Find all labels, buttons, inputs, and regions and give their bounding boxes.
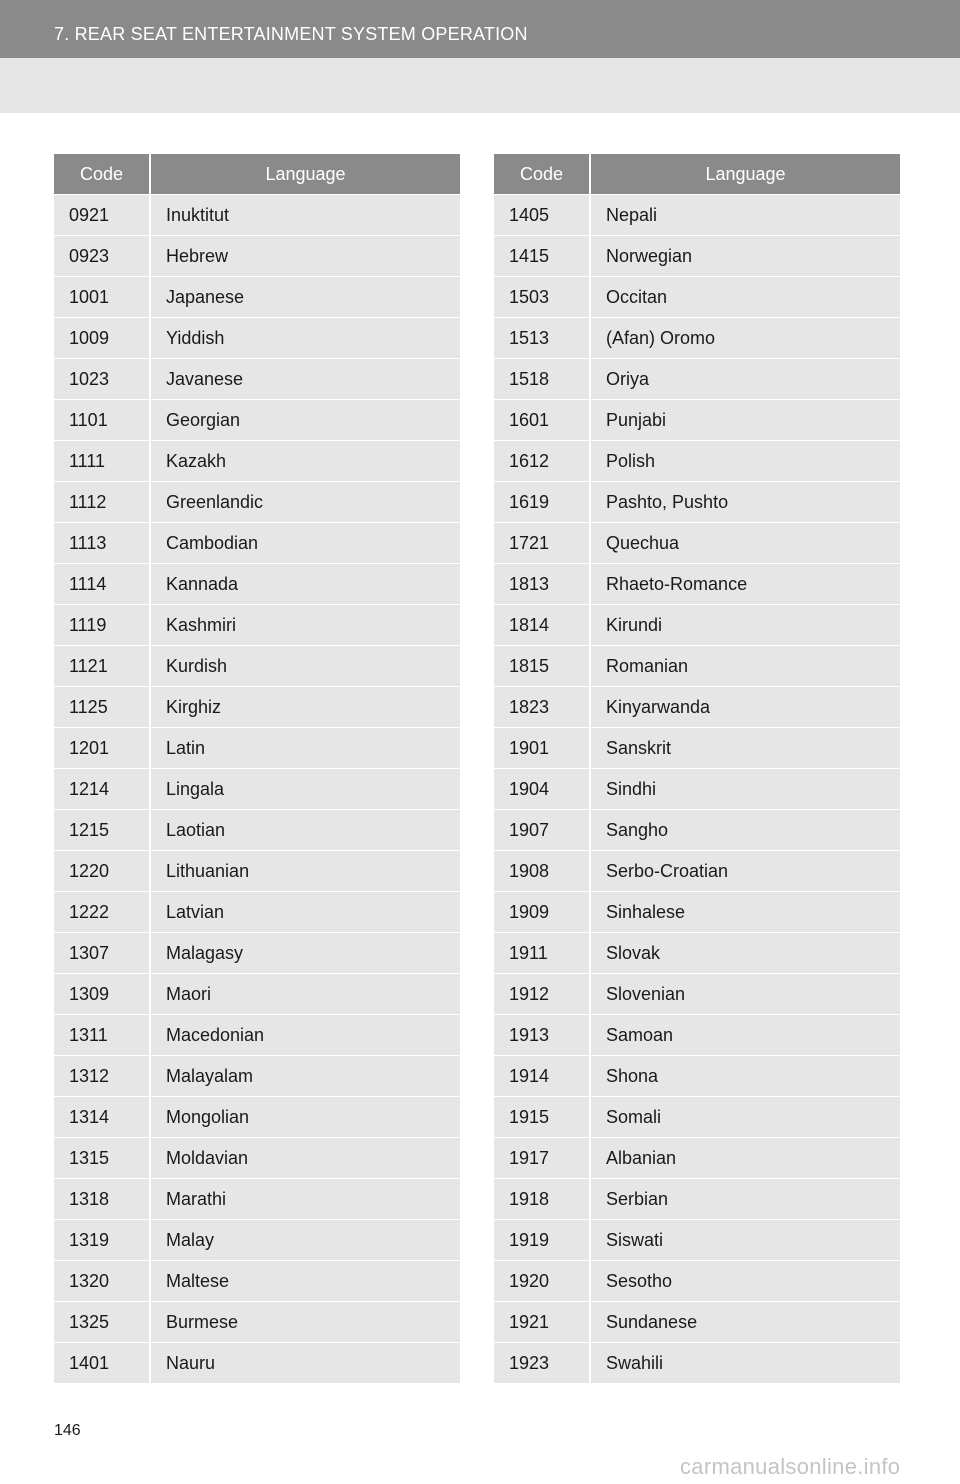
table-row	[54, 195, 460, 236]
table-row	[494, 318, 900, 359]
table-row	[54, 1261, 460, 1302]
language-name-cell: Javanese	[150, 359, 460, 400]
language-name-cell: Kannada	[150, 564, 460, 605]
language-code-cell: 1913	[494, 1015, 590, 1056]
table-row	[494, 441, 900, 482]
language-code-cell: 1312	[54, 1056, 150, 1097]
language-column-header: Language	[590, 154, 900, 195]
table-row	[54, 1302, 460, 1343]
language-code-cell: 1921	[494, 1302, 590, 1343]
language-name-cell: Sundanese	[590, 1302, 900, 1343]
language-name-cell: Laotian	[150, 810, 460, 851]
language-code-cell: 1814	[494, 605, 590, 646]
language-code-cell: 1503	[494, 277, 590, 318]
table-row	[54, 687, 460, 728]
table-row	[494, 974, 900, 1015]
table-row	[54, 400, 460, 441]
language-code-cell: 1311	[54, 1015, 150, 1056]
language-name-cell: Quechua	[590, 523, 900, 564]
language-name-cell: Shona	[590, 1056, 900, 1097]
language-name-cell: Pashto, Pushto	[590, 482, 900, 523]
language-code-cell: 1904	[494, 769, 590, 810]
language-code-table-left	[54, 154, 460, 1383]
language-name-cell: Sanskrit	[590, 728, 900, 769]
language-name-cell: Albanian	[590, 1138, 900, 1179]
table-row	[54, 974, 460, 1015]
language-name-cell: Macedonian	[150, 1015, 460, 1056]
language-code-cell: 1319	[54, 1220, 150, 1261]
language-code-cell: 1112	[54, 482, 150, 523]
table-row	[494, 195, 900, 236]
table-row	[54, 810, 460, 851]
language-code-cell: 1909	[494, 892, 590, 933]
table-row	[494, 359, 900, 400]
language-code-cell: 0921	[54, 195, 150, 236]
header-sub-band	[0, 58, 960, 113]
table-row	[494, 646, 900, 687]
language-name-cell: Slovak	[590, 933, 900, 974]
language-code-cell: 1518	[494, 359, 590, 400]
language-code-cell: 1908	[494, 851, 590, 892]
language-code-cell: 1923	[494, 1343, 590, 1384]
table-row	[494, 851, 900, 892]
language-code-cell: 1917	[494, 1138, 590, 1179]
table-row	[54, 933, 460, 974]
language-name-cell: Nauru	[150, 1343, 460, 1384]
language-name-cell: Inuktitut	[150, 195, 460, 236]
table-header-row	[494, 154, 900, 195]
table-row	[494, 1302, 900, 1343]
language-name-cell: Kurdish	[150, 646, 460, 687]
table-row	[54, 1056, 460, 1097]
table-row	[54, 1138, 460, 1179]
table-row	[494, 1220, 900, 1261]
table-row	[54, 1220, 460, 1261]
table-row	[494, 810, 900, 851]
language-column-header: Language	[150, 154, 460, 195]
language-code-cell: 1721	[494, 523, 590, 564]
language-name-cell: (Afan) Oromo	[590, 318, 900, 359]
language-code-cell: 1513	[494, 318, 590, 359]
table-row	[494, 1056, 900, 1097]
language-name-cell: Serbo-Croatian	[590, 851, 900, 892]
language-name-cell: Lingala	[150, 769, 460, 810]
language-name-cell: Kirundi	[590, 605, 900, 646]
language-name-cell: Occitan	[590, 277, 900, 318]
table-row	[494, 236, 900, 277]
table-row	[54, 441, 460, 482]
language-code-cell: 1919	[494, 1220, 590, 1261]
language-name-cell: Kashmiri	[150, 605, 460, 646]
table-row	[494, 892, 900, 933]
language-code-cell: 1001	[54, 277, 150, 318]
code-column-header: Code	[494, 154, 590, 195]
language-code-cell: 1914	[494, 1056, 590, 1097]
language-name-cell: Malagasy	[150, 933, 460, 974]
language-name-cell: Sangho	[590, 810, 900, 851]
language-code-cell: 1315	[54, 1138, 150, 1179]
language-name-cell: Latvian	[150, 892, 460, 933]
table-row	[54, 1179, 460, 1220]
language-name-cell: Siswati	[590, 1220, 900, 1261]
language-name-cell: Lithuanian	[150, 851, 460, 892]
language-name-cell: Nepali	[590, 195, 900, 236]
table-row	[54, 482, 460, 523]
language-code-cell: 1401	[54, 1343, 150, 1384]
language-name-cell: Marathi	[150, 1179, 460, 1220]
language-code-cell: 1915	[494, 1097, 590, 1138]
language-code-cell: 1125	[54, 687, 150, 728]
language-code-cell: 1314	[54, 1097, 150, 1138]
language-name-cell: Kirghiz	[150, 687, 460, 728]
table-row	[494, 400, 900, 441]
language-code-cell: 1918	[494, 1179, 590, 1220]
language-name-cell: Sindhi	[590, 769, 900, 810]
language-code-cell: 1601	[494, 400, 590, 441]
table-row	[54, 892, 460, 933]
language-name-cell: Polish	[590, 441, 900, 482]
section-header-band	[0, 0, 960, 58]
table-row	[494, 687, 900, 728]
table-row	[494, 605, 900, 646]
language-code-cell: 1813	[494, 564, 590, 605]
language-name-cell: Mongolian	[150, 1097, 460, 1138]
table-row	[494, 769, 900, 810]
language-name-cell: Georgian	[150, 400, 460, 441]
page-number: 146	[54, 1422, 81, 1439]
language-name-cell: Kazakh	[150, 441, 460, 482]
table-row	[54, 523, 460, 564]
language-name-cell: Sesotho	[590, 1261, 900, 1302]
table-row	[54, 1015, 460, 1056]
table-row	[494, 728, 900, 769]
language-code-cell: 1307	[54, 933, 150, 974]
language-code-cell: 1220	[54, 851, 150, 892]
language-code-cell: 1119	[54, 605, 150, 646]
language-code-cell: 1405	[494, 195, 590, 236]
language-name-cell: Greenlandic	[150, 482, 460, 523]
language-name-cell: Norwegian	[590, 236, 900, 277]
table-row	[494, 1179, 900, 1220]
language-code-cell: 1201	[54, 728, 150, 769]
code-column-header: Code	[54, 154, 150, 195]
table-row	[54, 277, 460, 318]
language-name-cell: Samoan	[590, 1015, 900, 1056]
language-code-cell: 1415	[494, 236, 590, 277]
language-code-cell: 1612	[494, 441, 590, 482]
table-row	[54, 728, 460, 769]
language-name-cell: Swahili	[590, 1343, 900, 1384]
language-name-cell: Burmese	[150, 1302, 460, 1343]
language-code-cell: 1911	[494, 933, 590, 974]
language-code-cell: 1121	[54, 646, 150, 687]
language-name-cell: Somali	[590, 1097, 900, 1138]
language-code-cell: 1101	[54, 400, 150, 441]
language-code-cell: 1215	[54, 810, 150, 851]
language-code-cell: 0923	[54, 236, 150, 277]
table-row	[494, 482, 900, 523]
language-name-cell: Japanese	[150, 277, 460, 318]
table-row	[54, 318, 460, 359]
table-row	[494, 1343, 900, 1384]
language-name-cell: Maori	[150, 974, 460, 1015]
language-name-cell: Malayalam	[150, 1056, 460, 1097]
watermark-text: carmanualsonline.info	[680, 1454, 901, 1479]
table-row	[54, 851, 460, 892]
language-code-cell: 1619	[494, 482, 590, 523]
table-row	[494, 1015, 900, 1056]
language-code-cell: 1114	[54, 564, 150, 605]
language-name-cell: Malay	[150, 1220, 460, 1261]
language-code-cell: 1318	[54, 1179, 150, 1220]
language-code-cell: 1009	[54, 318, 150, 359]
language-code-cell: 1901	[494, 728, 590, 769]
table-row	[54, 1097, 460, 1138]
language-code-cell: 1113	[54, 523, 150, 564]
language-code-cell: 1111	[54, 441, 150, 482]
language-name-cell: Oriya	[590, 359, 900, 400]
language-name-cell: Moldavian	[150, 1138, 460, 1179]
language-code-cell: 1912	[494, 974, 590, 1015]
language-code-cell: 1309	[54, 974, 150, 1015]
table-row	[54, 769, 460, 810]
language-name-cell: Hebrew	[150, 236, 460, 277]
table-header-row	[54, 154, 460, 195]
language-name-cell: Serbian	[590, 1179, 900, 1220]
language-code-cell: 1320	[54, 1261, 150, 1302]
language-code-cell: 1023	[54, 359, 150, 400]
table-row	[494, 1138, 900, 1179]
language-code-cell: 1214	[54, 769, 150, 810]
table-row	[54, 236, 460, 277]
language-code-cell: 1907	[494, 810, 590, 851]
table-row	[54, 646, 460, 687]
language-name-cell: Sinhalese	[590, 892, 900, 933]
language-code-cell: 1325	[54, 1302, 150, 1343]
table-row	[494, 933, 900, 974]
table-row	[54, 359, 460, 400]
table-row	[494, 1097, 900, 1138]
table-row	[494, 564, 900, 605]
table-row	[54, 1343, 460, 1384]
section-title: 7. REAR SEAT ENTERTAINMENT SYSTEM OPERATION	[54, 24, 528, 44]
language-name-cell: Yiddish	[150, 318, 460, 359]
language-code-cell: 1920	[494, 1261, 590, 1302]
language-name-cell: Punjabi	[590, 400, 900, 441]
language-name-cell: Latin	[150, 728, 460, 769]
table-row	[494, 277, 900, 318]
language-code-cell: 1222	[54, 892, 150, 933]
language-name-cell: Cambodian	[150, 523, 460, 564]
language-name-cell: Slovenian	[590, 974, 900, 1015]
language-code-cell: 1815	[494, 646, 590, 687]
table-row	[54, 605, 460, 646]
language-name-cell: Rhaeto-Romance	[590, 564, 900, 605]
language-code-cell: 1823	[494, 687, 590, 728]
language-name-cell: Romanian	[590, 646, 900, 687]
table-row	[54, 564, 460, 605]
language-name-cell: Maltese	[150, 1261, 460, 1302]
language-code-table-right	[494, 154, 900, 1383]
table-row	[494, 523, 900, 564]
table-row	[494, 1261, 900, 1302]
language-name-cell: Kinyarwanda	[590, 687, 900, 728]
